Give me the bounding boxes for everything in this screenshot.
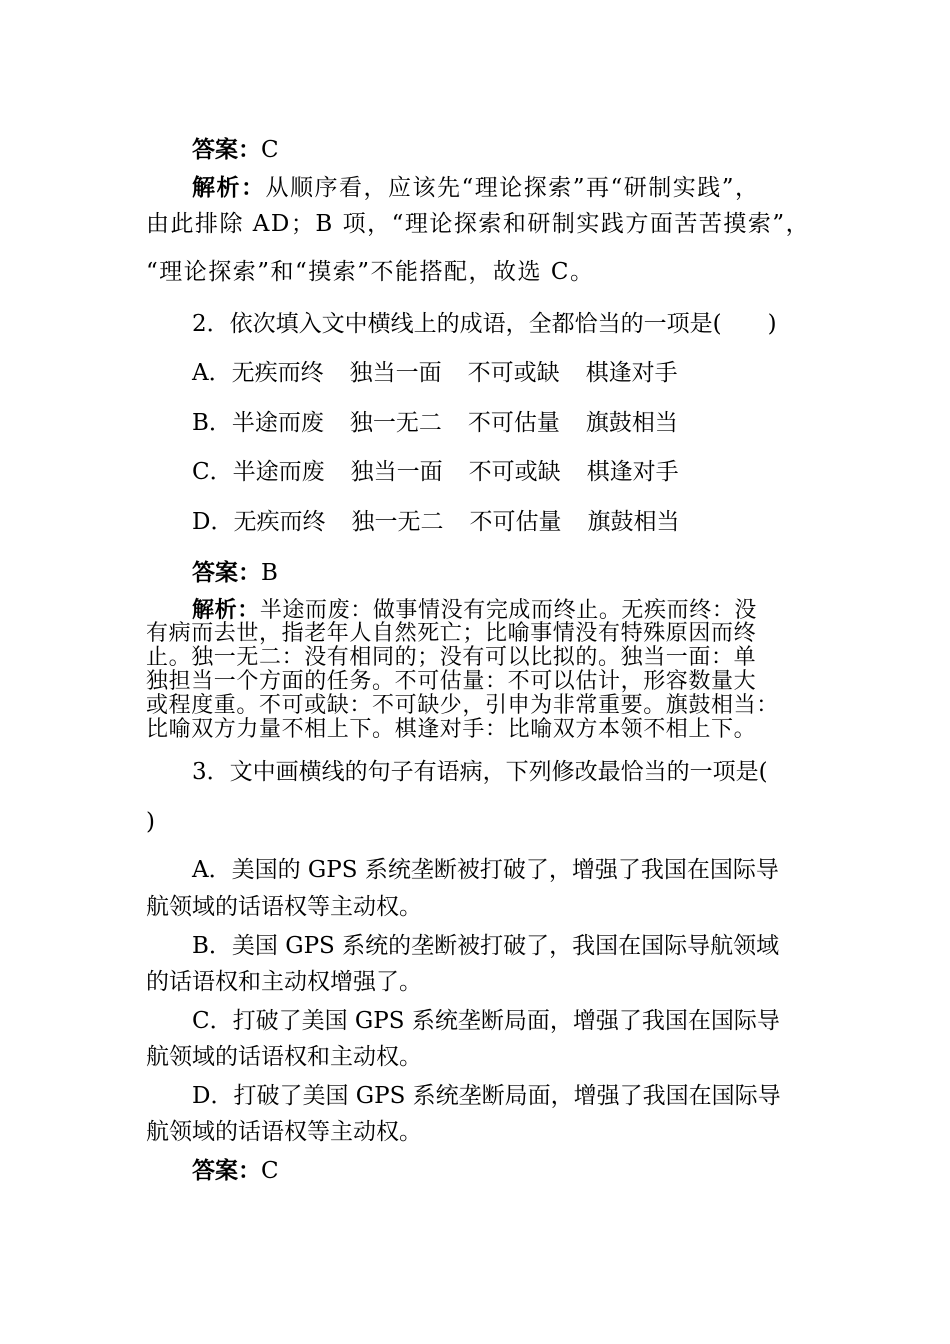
q3-option-b-line-2: 的话语权和主动权增强了。 <box>146 969 422 995</box>
q2-analysis-line-1: 解析：半途而废：做事情没有完成而终止。无疾而终：没 <box>192 597 758 623</box>
answer-label: 答案： <box>192 559 261 586</box>
answer-value: C <box>261 1158 279 1184</box>
analysis-label: 解析： <box>192 174 266 201</box>
q2-stem: 2．依次填入文中横线上的成语，全都恰当的一项是( ) <box>192 311 777 337</box>
q2-answer <box>192 559 278 587</box>
q3-answer <box>192 1157 279 1185</box>
q2-analysis-line-4: 独担当一个方面的任务。不可估量：不可以估计，形容数量大 <box>146 669 757 694</box>
q2-option-c: C．半途而废 独当一面 不可或缺 棋逢对手 <box>192 459 679 485</box>
answer-value: C <box>261 137 279 163</box>
q3-stem-line-1: 3．文中画横线的句子有语病，下列修改最恰当的一项是( <box>192 759 768 785</box>
q3-option-a-line-1: A．美国的 GPS 系统垄断被打破了，增强了我国在国际导 <box>192 857 779 883</box>
q3-option-c-line-1: C．打破了美国 GPS 系统垄断局面，增强了我国在国际导 <box>192 1008 780 1034</box>
q2-option-b: B．半途而废 独一无二 不可估量 旗鼓相当 <box>192 410 678 436</box>
q1-answer <box>192 136 279 164</box>
q3-option-c-line-2: 航领域的话语权和主动权。 <box>146 1044 422 1070</box>
q2-analysis-line-3: 止。独一无二：没有相同的；没有可以比拟的。独当一面：单 <box>146 645 757 670</box>
q3-stem-line-2: ) <box>146 809 155 835</box>
q1-analysis-line-3: “理论探索”和“摸索”不能搭配，故选 C。 <box>146 259 595 285</box>
q3-option-d-line-2: 航领域的话语权等主动权。 <box>146 1119 422 1145</box>
analysis-label: 解析： <box>192 597 260 623</box>
answer-label: 答案： <box>192 1157 261 1184</box>
q2-analysis-line-2: 有病而去世，指老年人自然死亡；比喻事情没有特殊原因而终 <box>146 621 757 646</box>
q3-option-d-line-1: D．打破了美国 GPS 系统垄断局面，增强了我国在国际导 <box>192 1083 781 1109</box>
q2-option-d: D．无疾而终 独一无二 不可估量 旗鼓相当 <box>192 509 680 535</box>
q2-analysis-line-5: 或程度重。不可或缺：不可缺少，引申为非常重要。旗鼓相当： <box>146 693 779 718</box>
q1-analysis-line-2: 由此排除 AD；B 项，“理论探索和研制实践方面苦苦摸索”， <box>146 211 811 237</box>
q3-option-a-line-2: 航领域的话语权等主动权。 <box>146 894 422 920</box>
q2-option-a: A．无疾而终 独当一面 不可或缺 棋逢对手 <box>192 360 678 386</box>
q2-analysis-line-6: 比喻双方力量不相上下。棋逢对手：比喻双方本领不相上下。 <box>146 717 757 742</box>
answer-value: B <box>261 560 278 586</box>
answer-label: 答案： <box>192 136 261 163</box>
q3-option-b-line-1: B．美国 GPS 系统的垄断被打破了，我国在国际导航领域 <box>192 933 780 959</box>
q1-analysis-line-1: 解析：从顺序看，应该先“理论探索”再“研制实践”， <box>192 174 760 201</box>
